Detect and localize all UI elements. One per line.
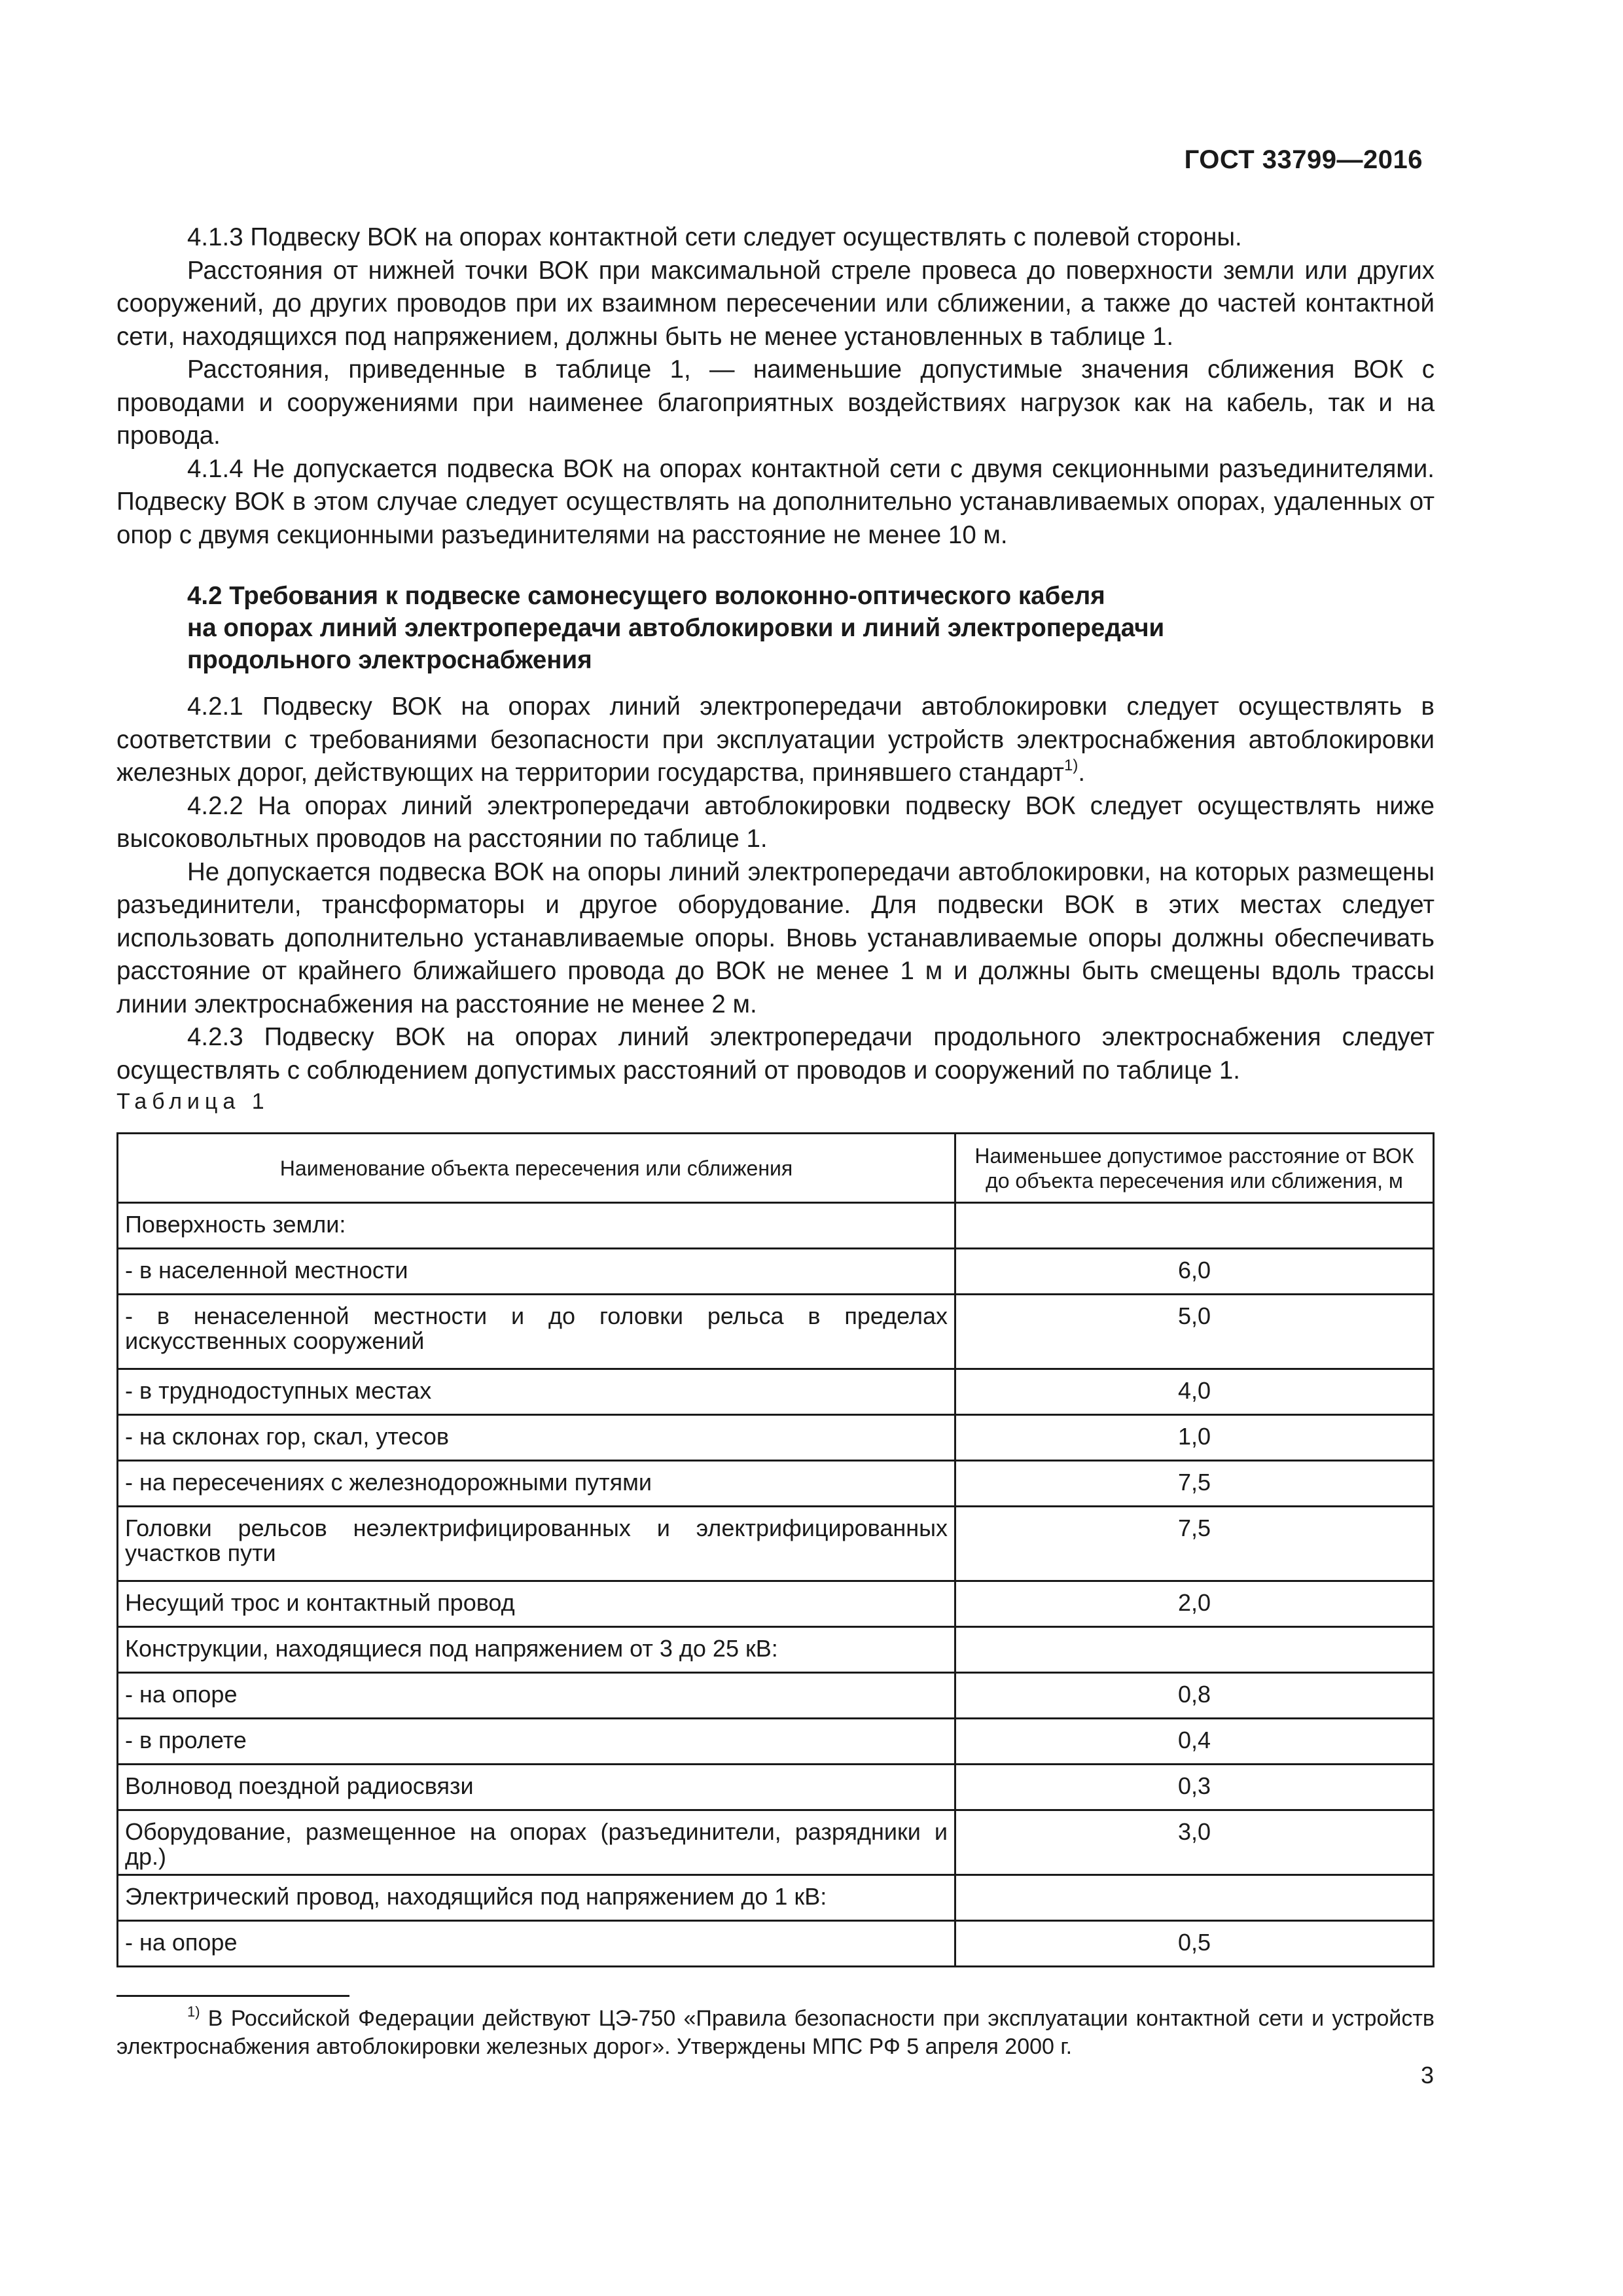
table-cell-distance: 0,4 xyxy=(955,1719,1434,1765)
table-cell-object: Волновод поездной радиосвязи xyxy=(118,1765,955,1810)
table-cell-object: - в населенной местности xyxy=(118,1249,955,1295)
table-row xyxy=(118,1921,1434,1967)
table-cell-object: - на склонах гор, скал, утесов xyxy=(118,1415,955,1461)
table-row xyxy=(118,1673,1434,1719)
table-cell-object: Электрический провод, находящийся под напряжением до 1 кВ: xyxy=(118,1875,955,1921)
section-title-line: на опорах линий электропередачи автоблокировки и линий электропередачи xyxy=(187,614,1165,642)
table-row xyxy=(118,1765,1434,1810)
paragraph-4-1-3: 4.1.3 Подвеску ВОК на опорах контактной сети следует осуществлять с полевой стороны. xyxy=(187,223,1242,251)
table-cell-object: - в пролете xyxy=(118,1719,955,1765)
table-cell-distance xyxy=(955,1875,1434,1921)
table-row xyxy=(118,1249,1434,1295)
table-row xyxy=(118,1369,1434,1415)
table-row xyxy=(118,1295,1434,1369)
table-row xyxy=(118,1507,1434,1581)
body-text xyxy=(116,221,1435,1087)
table-cell-distance: 3,0 xyxy=(955,1810,1434,1875)
table-cell-object: Несущий трос и контактный провод xyxy=(118,1581,955,1627)
table-cell-distance xyxy=(955,1203,1434,1249)
table-row xyxy=(118,1415,1434,1461)
footnote-text: В Российской Федерации действуют ЦЭ-750 «Правила безопасности при эксплуатации контактной сети и устройств электроснабжения автоблокировки железных дорог». Утверждены МПС РФ 5 апреля 2000 г. xyxy=(116,2006,1435,2059)
table-cell-distance: 0,5 xyxy=(955,1921,1434,1967)
table-cell-object: Головки рельсов неэлектрифицированных и электрифицированных участков пути xyxy=(118,1507,955,1581)
table-cell-distance xyxy=(955,1627,1434,1673)
paragraph-distances: Расстояния от нижней точки ВОК при максимальной стреле провеса до поверхности земли или других сооружений, до других проводов при их взаимном пересечении или сближении, а также до частей контактной сети, находящихся под напряжением, должны быть не менее установленных в таблице 1. xyxy=(116,256,1435,351)
table-header-distance-line: Наименьшее допустимое расстояние от ВОК xyxy=(974,1143,1414,1168)
table-row xyxy=(118,1875,1434,1921)
paragraph-4-2-2: 4.2.2 На опорах линий электропередачи автоблокировки подвеску ВОК следует осуществлять ниже высоковольтных проводов на расстоянии по таблице 1. xyxy=(116,791,1435,853)
page-number: 3 xyxy=(1420,2062,1434,2089)
footnote-reference[interactable]: 1) xyxy=(1064,757,1079,774)
standard-code-header: ГОСТ 33799—2016 xyxy=(1184,145,1423,174)
table-cell-object: - в ненаселенной местности и до головки рельса в пределах искусственных сооружений xyxy=(118,1295,955,1369)
table-cell-distance: 7,5 xyxy=(955,1507,1434,1581)
section-title-4-2 xyxy=(187,580,1365,676)
paragraph-4-1-4: 4.1.4 Не допускается подвеска ВОК на опорах контактной сети с двумя секционными разъединителями. Подвеску ВОК в этом случае следует осуществлять на дополнительно устанавливаемых опорах, удаленных от опор с двумя секционными разъединителями на расстояние не менее 10 м. xyxy=(116,454,1435,549)
paragraph-4-2-1-end: . xyxy=(1078,759,1086,787)
table-header-row xyxy=(118,1134,1434,1203)
table-row xyxy=(118,1627,1434,1673)
section-title-line: продольного электроснабжения xyxy=(187,646,592,674)
table-cell-distance: 5,0 xyxy=(955,1295,1434,1369)
footnote-divider xyxy=(116,1995,349,1997)
table-cell-distance: 4,0 xyxy=(955,1369,1434,1415)
footnote xyxy=(116,2005,1435,2061)
section-title-line: 4.2 Требования к подвеске самонесущего волоконно-оптического кабеля xyxy=(187,582,1105,610)
table-cell-object: - на опоре xyxy=(118,1673,955,1719)
table-cell-distance: 6,0 xyxy=(955,1249,1434,1295)
table-cell-object: - в труднодоступных местах xyxy=(118,1369,955,1415)
paragraph-4-2-3: 4.2.3 Подвеску ВОК на опорах линий электропередачи продольного электроснабжения следует осуществлять с соблюдением допустимых расстояний от проводов и сооружений по таблице 1. xyxy=(116,1023,1435,1085)
footnote-mark: 1) xyxy=(187,2003,200,2020)
table-header-distance-line: до объекта пересечения или сближения, м xyxy=(986,1168,1403,1193)
table-cell-distance: 0,8 xyxy=(955,1673,1434,1719)
table-cell-distance: 1,0 xyxy=(955,1415,1434,1461)
table-cell-object: Оборудование, размещенное на опорах (разъединители, разрядники и др.) xyxy=(118,1810,955,1875)
paragraph-distances-note: Расстояния, приведенные в таблице 1, — наименьшие допустимые значения сближения ВОК с проводами и сооружениями при наименее благоприятных воздействиях нагрузок как на кабель, так и на провода. xyxy=(116,355,1435,450)
table-cell-distance: 7,5 xyxy=(955,1461,1434,1507)
table-header-object: Наименование объекта пересечения или сближения xyxy=(118,1134,955,1203)
table-cell-object: - на опоре xyxy=(118,1921,955,1967)
table-row xyxy=(118,1810,1434,1875)
table-cell-object: - на пересечениях с железнодорожными путями xyxy=(118,1461,955,1507)
table-cell-distance: 0,3 xyxy=(955,1765,1434,1810)
table-cell-object: Конструкции, находящиеся под напряжением от 3 до 25 кВ: xyxy=(118,1627,955,1673)
distance-table xyxy=(116,1132,1435,1967)
table-cell-distance: 2,0 xyxy=(955,1581,1434,1627)
table-header-distance xyxy=(955,1134,1434,1203)
table-cell-object: Поверхность земли: xyxy=(118,1203,955,1249)
table-row xyxy=(118,1719,1434,1765)
table-caption: Таблица 1 xyxy=(116,1089,270,1114)
paragraph-4-2-1-text: 4.2.1 Подвеску ВОК на опорах линий электропередачи автоблокировки следует осуществлять в соответствии с требованиями безопасности при эксплуатации устройств электроснабжения автоблокировки железных дорог, действующих на территории государства, принявшего стандарт xyxy=(116,692,1435,787)
table-row xyxy=(118,1203,1434,1249)
paragraph-not-allowed: Не допускается подвеска ВОК на опоры линий электропередачи автоблокировки, на которых размещены разъединители, трансформаторы и другое оборудование. Для подвески ВОК в этих местах следует использовать дополнительно устанавливаемые опоры. Вновь устанавливаемые опоры должны обеспечивать расстояние от крайнего ближайшего провода до ВОК не менее 1 м и должны быть смещены вдоль трассы линии электроснабжения на расстояние не менее 2 м. xyxy=(116,857,1435,1018)
paragraph-4-2-1 xyxy=(116,691,1435,790)
table-row xyxy=(118,1461,1434,1507)
table-row xyxy=(118,1581,1434,1627)
